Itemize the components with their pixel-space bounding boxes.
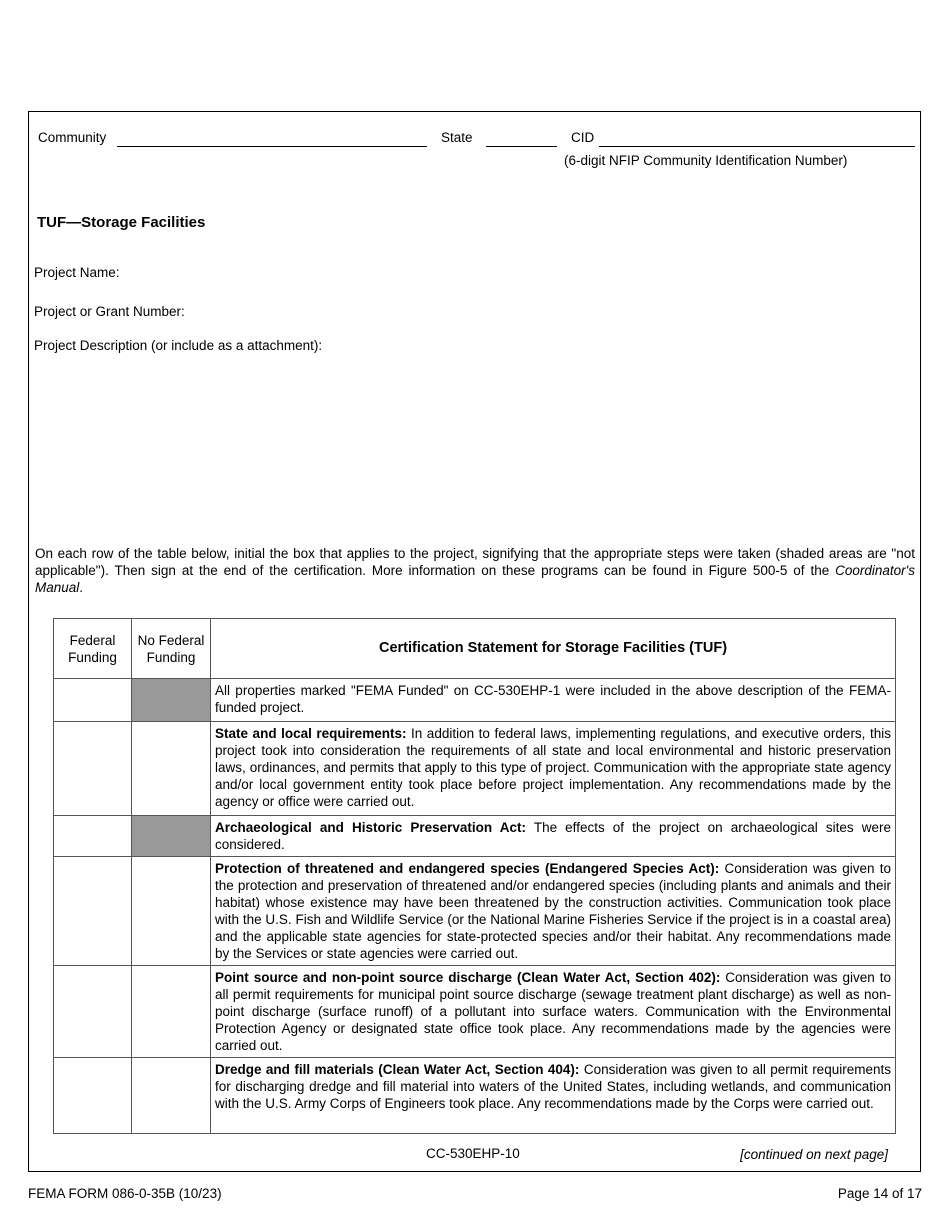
statement-text: Consideration was given to the protection and preservation of threatened and/or endangered species (including plants and animals and their habitat) whose existence may have been threatened by the construction activities. Communication took place with the U.S. Fish and Wildlife Service (or the National Marine Fisheries Service if the project is in a coastal area) and the applicable state agencies for state-protected species and/or their habitat. Any recommendations made by the Services or state agencies were carried out. <box>215 861 891 961</box>
federal-funding-initial-box[interactable] <box>54 1058 132 1134</box>
coordinators-manual-ref: Coordinator's Manual <box>35 563 915 595</box>
certification-row <box>54 816 896 857</box>
federal-funding-initial-box[interactable] <box>54 722 132 816</box>
federal-funding-header: Federal Funding <box>54 619 132 679</box>
statement-heading: Dredge and fill materials (Clean Water Act, Section 404): <box>215 1062 580 1077</box>
community-label: Community <box>38 130 107 145</box>
no-federal-funding-header: No Federal Funding <box>132 619 211 679</box>
no-federal-funding-initial-box[interactable] <box>132 857 211 966</box>
certification-statement <box>211 722 896 816</box>
cid-field[interactable] <box>599 146 915 147</box>
federal-funding-initial-box[interactable] <box>54 816 132 857</box>
statement-heading: Archaeological and Historic Preservation Act: <box>215 820 526 835</box>
certification-statement <box>211 679 896 722</box>
certification-row <box>54 1058 896 1134</box>
certification-row <box>54 857 896 966</box>
no-federal-funding-initial-box[interactable] <box>132 1058 211 1134</box>
cid-note: (6-digit NFIP Community Identification Number) <box>564 153 848 168</box>
form-number: FEMA FORM 086-0-35B (10/23) <box>28 1186 222 1201</box>
federal-funding-initial-box[interactable] <box>54 679 132 722</box>
state-field[interactable] <box>486 146 557 147</box>
statement-heading: Protection of threatened and endangered species (Endangered Species Act): <box>215 861 720 876</box>
state-label: State <box>441 130 473 145</box>
instructions-text: On each row of the table below, initial the box that applies to the project, signifying that the appropriate steps were taken (shaded areas are "not applicable"). Then sign at the end of the certification. More information on these programs can be found in Figure 500-5 of the <box>35 546 915 578</box>
federal-funding-initial-box[interactable] <box>54 857 132 966</box>
no-federal-funding-initial-box[interactable] <box>132 966 211 1058</box>
certification-table <box>53 618 896 1134</box>
project-name-label: Project Name: <box>34 265 120 280</box>
instructions-paragraph <box>35 545 915 596</box>
certification-statement <box>211 816 896 857</box>
statement-text: The effects of the project on archaeological sites were considered. <box>215 820 891 852</box>
no-federal-funding-na-box <box>132 816 211 857</box>
no-federal-funding-initial-box[interactable] <box>132 722 211 816</box>
statement-text: All properties marked "FEMA Funded" on CC-530EHP-1 were included in the above description of the FEMA-funded project. <box>215 683 891 715</box>
no-federal-funding-na-box <box>132 679 211 722</box>
instructions-end: . <box>79 580 84 595</box>
statement-heading: State and local requirements: <box>215 726 407 741</box>
certification-statement <box>211 1058 896 1134</box>
statement-text: Consideration was given to all permit requirements for municipal point source discharge (sewage treatment plant discharge) as well as non-point discharge (surface runoff) of a pollutant into surface waters. Communication with the Environmental Protection Agency or designated state office took place. Any recommendations made by the agencies were carried out. <box>215 970 891 1053</box>
statement-heading: Point source and non-point source discharge (Clean Water Act, Section 402): <box>215 970 721 985</box>
certification-statement <box>211 857 896 966</box>
project-number-label: Project or Grant Number: <box>34 304 185 319</box>
continued-note: [continued on next page] <box>740 1147 888 1162</box>
page-number: Page 14 of 17 <box>837 1186 922 1201</box>
form-code: CC-530EHP-10 <box>426 1146 520 1161</box>
certification-row <box>54 679 896 722</box>
statement-text: Consideration was given to all permit requirements for discharging dredge and fill material into waters of the United States, including wetlands, and communication with the U.S. Army Corps of Engineers took place. Any recommendations made by the Corps were carried out. <box>215 1062 891 1111</box>
certification-statement-header: Certification Statement for Storage Facilities (TUF) <box>211 619 896 679</box>
certification-row <box>54 966 896 1058</box>
certification-row <box>54 722 896 816</box>
community-field[interactable] <box>117 146 427 147</box>
statement-text: In addition to federal laws, implementing regulations, and executive orders, this project took into consideration the requirements of all state and local environmental and historic preservation laws, ordinances, and permits that apply to this type of project. Communication with the appropriate state agency and/or local government entity took place before project implementation. Any recommendations made by the agency or office were carried out. <box>215 726 891 809</box>
section-title: TUF—Storage Facilities <box>37 214 206 231</box>
cid-label: CID <box>571 130 595 145</box>
project-description-label: Project Description (or include as a attachment): <box>34 338 323 353</box>
certification-statement <box>211 966 896 1058</box>
federal-funding-initial-box[interactable] <box>54 966 132 1058</box>
